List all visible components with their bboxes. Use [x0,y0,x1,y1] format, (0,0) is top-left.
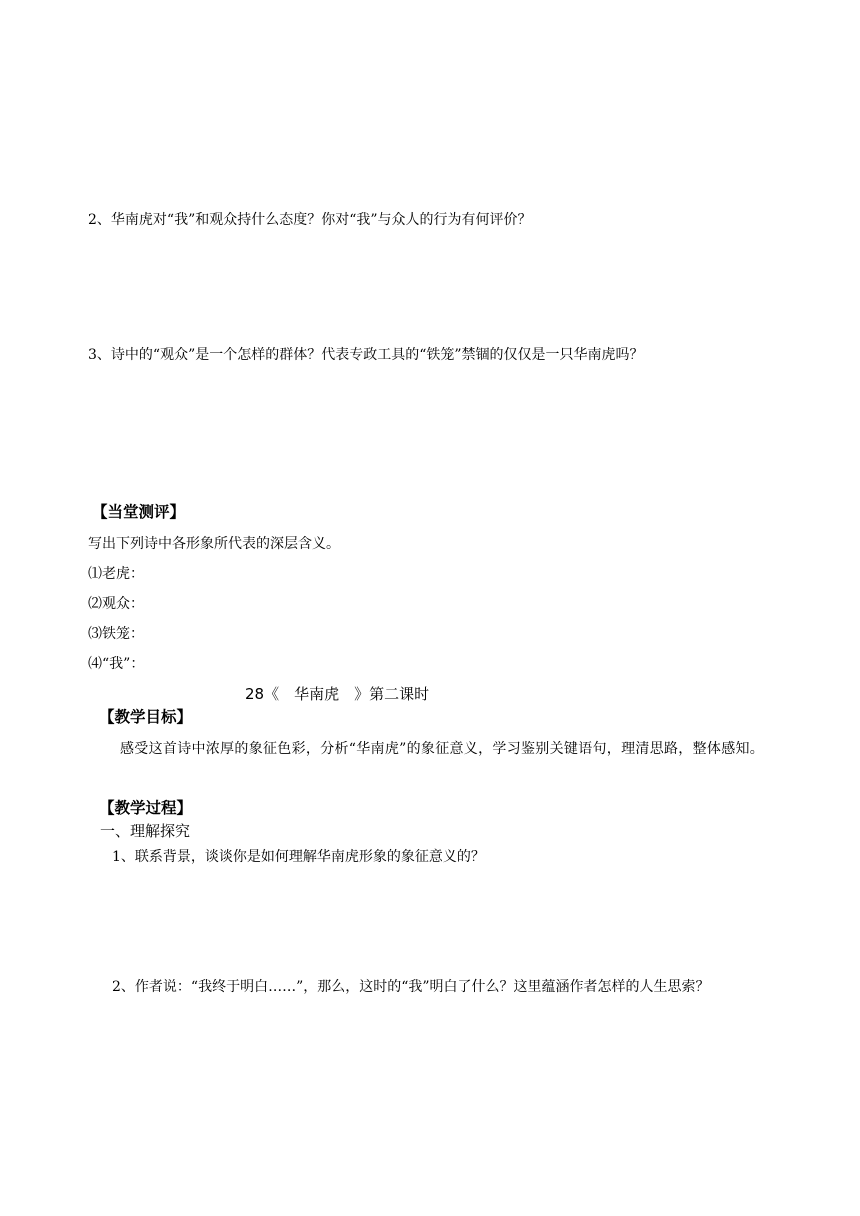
assessment-item-me: ⑷“我”： [88,656,145,672]
assessment-prompt: 写出下列诗中各形象所代表的深层含义。 [88,536,340,552]
process-heading: 【教学过程】 [99,799,193,817]
process-question-1: 1、联系背景，谈谈你是如何理解华南虎形象的象征意义的？ [112,849,485,865]
assessment-heading: 【当堂测评】 [92,503,186,521]
section-understanding: 一、理解探究 [100,822,191,840]
question-2: 2、华南虎对“我”和观众持什么态度？你对“我”与众人的行为有何评价？ [88,212,532,228]
process-question-2: 2、作者说：“我终于明白……”，那么，这时的“我”明白了什么？这里蕴涵作者怎样的人生思索？ [112,979,710,995]
assessment-item-cage: ⑶铁笼： [88,626,144,642]
assessment-item-tiger: ⑴老虎： [88,566,144,582]
lesson-title: 28《 华南虎 》第二课时 [245,685,430,703]
assessment-item-audience: ⑵观众： [88,596,144,612]
objectives-text: 感受这首诗中浓厚的象征色彩，分析“华南虎”的象征意义，学习鉴别关键语句，理清思路，整体感知。 [120,741,765,757]
objectives-heading: 【教学目标】 [99,708,193,726]
question-3: 3、诗中的“观众”是一个怎样的群体？代表专政工具的“铁笼”禁锢的仅仅是一只华南虎吗？ [88,347,644,363]
